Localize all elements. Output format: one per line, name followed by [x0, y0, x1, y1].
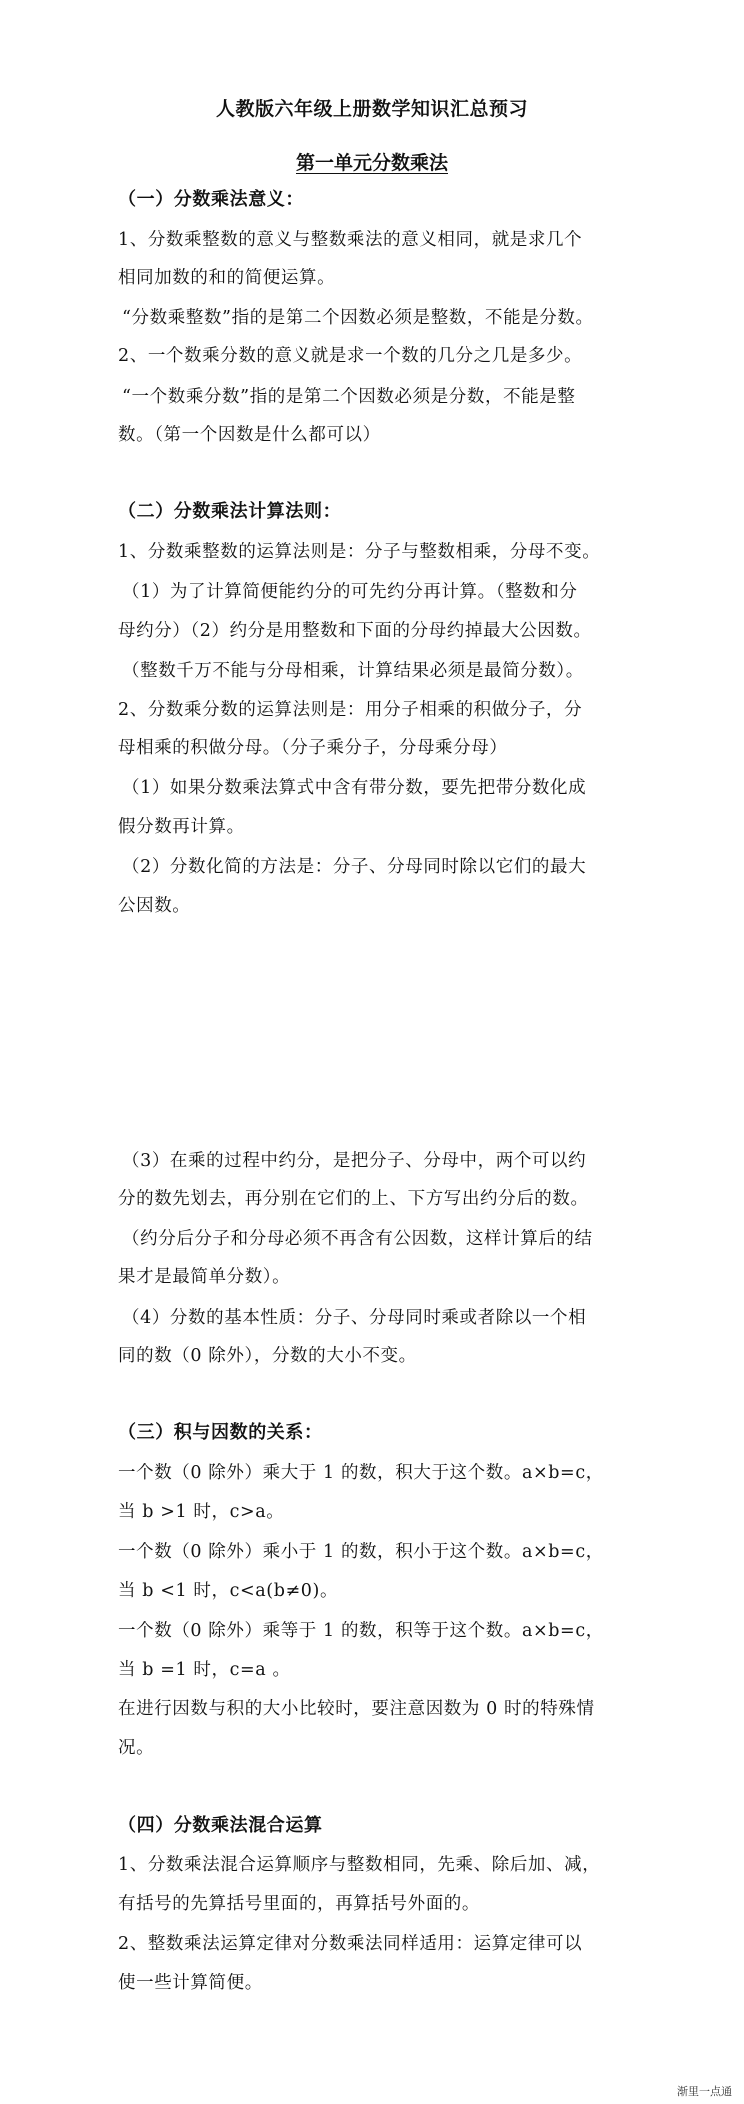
text-line: 使一些计算简便。	[118, 1973, 263, 1993]
text-line: 1、分数乘法混合运算顺序与整数相同，先乘、除后加、减，	[118, 1855, 601, 1875]
text-line: （2）分数化简的方法是：分子、分母同时除以它们的最大	[122, 857, 587, 877]
text-line: （3）在乘的过程中约分，是把分子、分母中，两个可以约	[122, 1151, 587, 1171]
footer-watermark: 渐里一点通	[677, 2085, 732, 2098]
text-line: 况。	[118, 1738, 155, 1758]
text-line: 当 b >1 时，c>a。	[118, 1502, 285, 1522]
text-line: （4）分数的基本性质：分子、分母同时乘或者除以一个相	[122, 1308, 587, 1328]
text-line: 1、分数乘整数的意义与整数乘法的意义相同，就是求几个	[118, 230, 583, 250]
text-line: 2、整数乘法运算定律对分数乘法同样适用：运算定律可以	[118, 1934, 583, 1954]
text-line: 公因数。	[118, 896, 191, 916]
text-line: 母约分）（2）约分是用整数和下面的分母约掉最大公因数。	[118, 621, 592, 641]
text-line: 母相乘的积做分母。（分子乘分子，分母乘分母）	[118, 738, 508, 758]
text-line: 一个数（0 除外）乘等于 1 的数，积等于这个数。a×b=c，	[118, 1621, 604, 1641]
text-line: 同的数（0 除外），分数的大小不变。	[118, 1346, 417, 1366]
text-line: 在进行因数与积的大小比较时，要注意因数为 0 时的特殊情	[118, 1699, 595, 1719]
text-line: 相同加数的和的简便运算。	[118, 268, 336, 288]
text-line: 数。（第一个因数是什么都可以）	[118, 425, 381, 445]
text-line: 果才是最简单分数）。	[118, 1267, 291, 1287]
text-line: “分数乘整数”指的是第二个因数必须是整数，不能是分数。	[122, 308, 594, 328]
text-line: 分的数先划去，再分别在它们的上、下方写出约分后的数。	[118, 1189, 589, 1209]
text-line: （1）如果分数乘法算式中含有带分数，要先把带分数化成	[122, 778, 587, 798]
text-line: 当 b <1 时，c<a(b≠0)。	[118, 1581, 339, 1601]
text-line: 1、分数乘整数的运算法则是：分子与整数相乘，分母不变。	[118, 542, 601, 562]
section-heading-rules: （二）分数乘法计算法则：	[118, 501, 342, 522]
text-line: 当 b =1 时，c=a 。	[118, 1660, 291, 1680]
text-line: 2、一个数乘分数的意义就是求一个数的几分之几是多少。	[118, 346, 583, 366]
text-line: 一个数（0 除外）乘大于 1 的数，积大于这个数。a×b=c，	[118, 1463, 604, 1483]
text-line: （整数千万不能与分母相乘，计算结果必须是最简分数）。	[122, 661, 584, 681]
text-line: （1）为了计算简便能约分的可先约分再计算。（整数和分	[122, 582, 578, 602]
unit-title: 第一单元分数乘法	[295, 152, 448, 174]
section-heading-product-factor: （三）积与因数的关系：	[118, 1422, 323, 1443]
section-heading-mixed-operations: （四）分数乘法混合运算	[118, 1815, 323, 1836]
document-title: 人教版六年级上册数学知识汇总预习	[215, 98, 528, 120]
text-line: 2、分数乘分数的运算法则是：用分子相乘的积做分子，分	[118, 700, 583, 720]
text-line: （约分后分子和分母必须不再含有公因数，这样计算后的结	[122, 1229, 593, 1249]
section-heading-meaning: （一）分数乘法意义：	[118, 189, 304, 210]
text-line: 一个数（0 除外）乘小于 1 的数，积小于这个数。a×b=c，	[118, 1542, 604, 1562]
text-line: “一个数乘分数”指的是第二个因数必须是分数，不能是整	[122, 387, 576, 407]
text-line: 假分数再计算。	[118, 817, 245, 837]
text-line: 有括号的先算括号里面的，再算括号外面的。	[118, 1894, 480, 1914]
